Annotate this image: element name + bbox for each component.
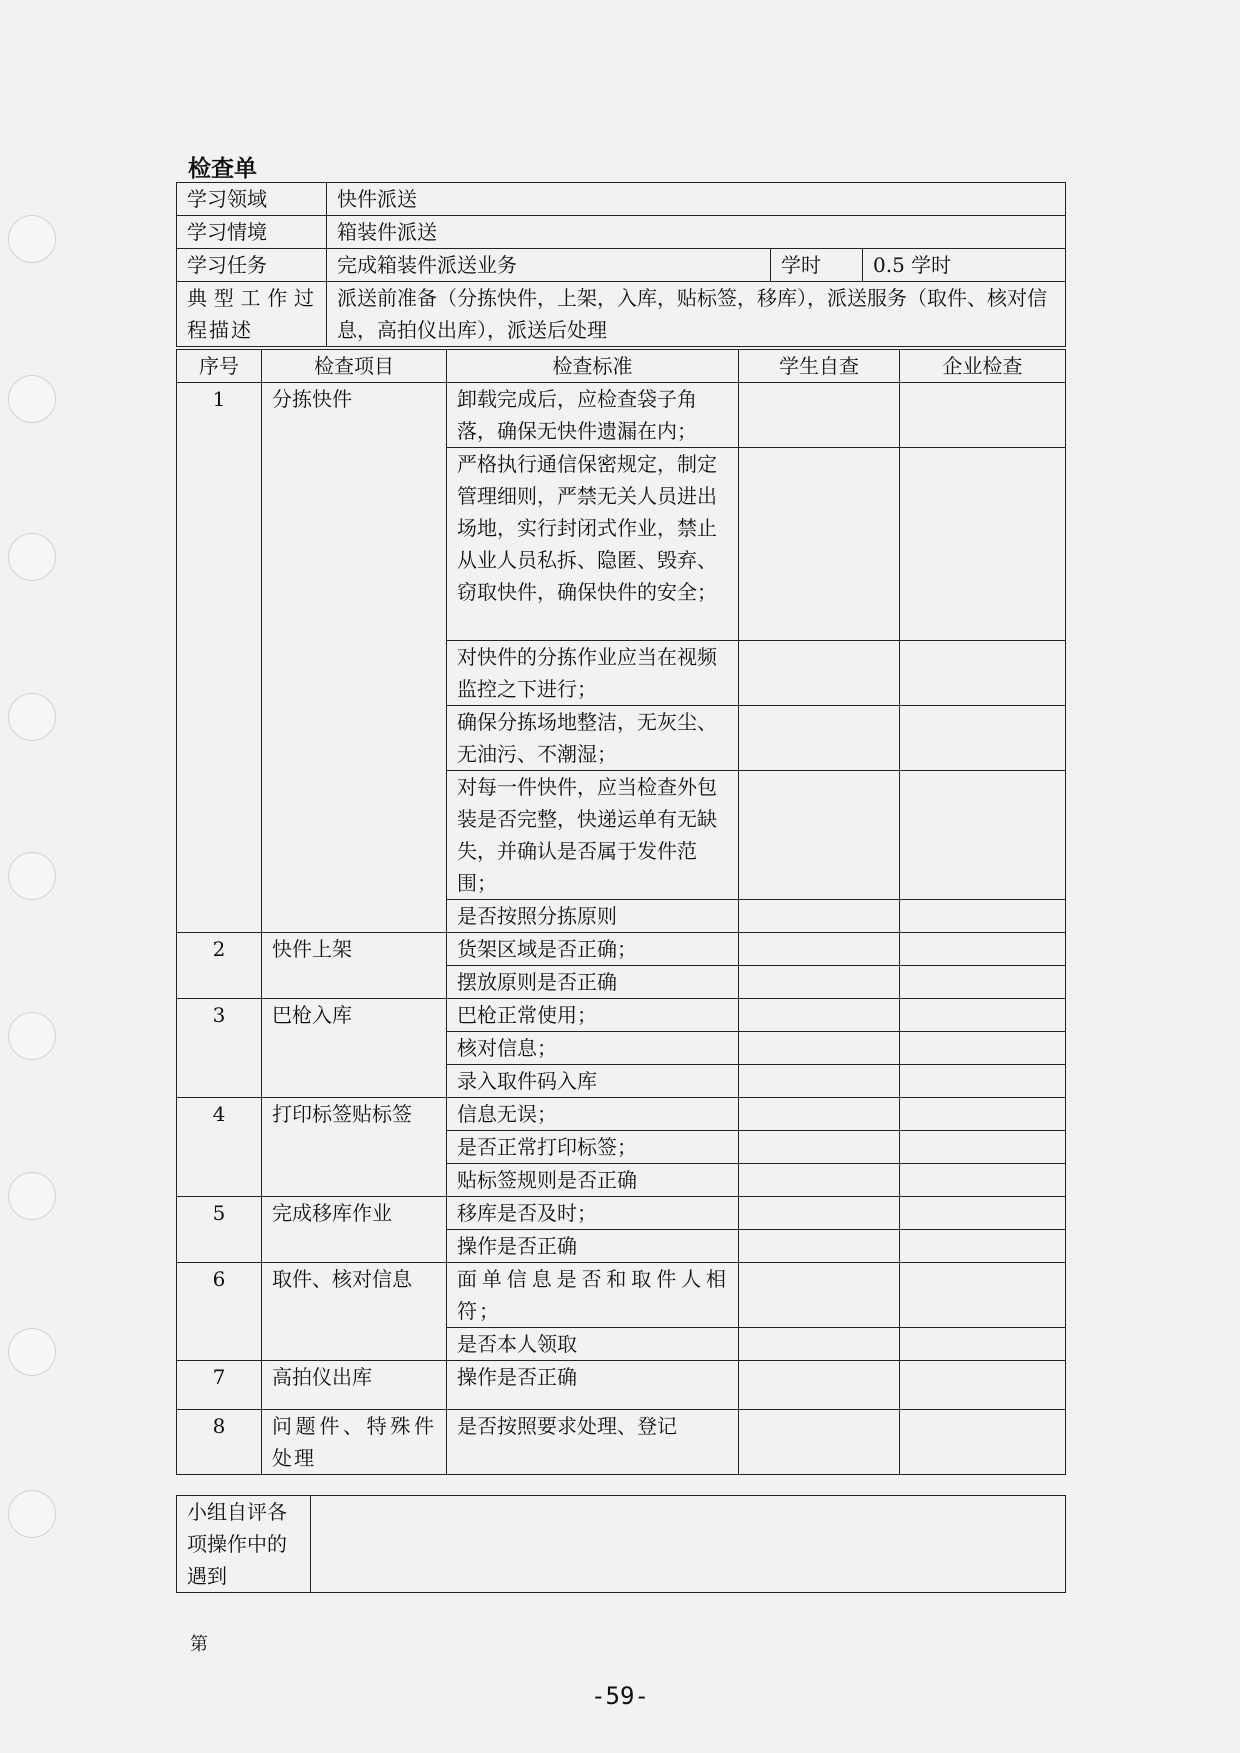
context-label: 学习情境 <box>177 216 327 249</box>
row-number: 4 <box>177 1098 262 1197</box>
table-row <box>177 999 1066 1032</box>
company-check-cell[interactable] <box>900 771 1066 900</box>
row-standard: 卸载完成后，应检查袋子角落，确保无快件遗漏在内； <box>447 383 739 448</box>
domain-label: 学习领域 <box>177 183 327 216</box>
info-row-domain <box>177 183 1066 216</box>
row-standard: 信息无误； <box>447 1098 739 1131</box>
row-item: 问题件、特殊件处理 <box>262 1410 447 1475</box>
self-check-cell[interactable] <box>739 966 900 999</box>
task-value: 完成箱装件派送业务 <box>327 249 771 282</box>
company-check-cell[interactable] <box>900 900 1066 933</box>
row-standard: 巴枪正常使用； <box>447 999 739 1032</box>
row-standard: 面单信息是否和取件人相符； <box>447 1263 739 1328</box>
row-standard: 移库是否及时； <box>447 1197 739 1230</box>
company-check-cell[interactable] <box>900 1328 1066 1361</box>
company-check-cell[interactable] <box>900 1263 1066 1328</box>
company-check-cell[interactable] <box>900 933 1066 966</box>
header-self-check: 学生自查 <box>739 350 900 383</box>
self-check-cell[interactable] <box>739 1098 900 1131</box>
company-check-cell[interactable] <box>900 966 1066 999</box>
company-check-cell[interactable] <box>900 1197 1066 1230</box>
self-check-cell[interactable] <box>739 641 900 706</box>
self-check-cell[interactable] <box>739 706 900 771</box>
table-row <box>177 1263 1066 1328</box>
row-item: 高拍仪出库 <box>262 1361 447 1410</box>
info-row-context <box>177 216 1066 249</box>
info-table <box>176 182 1066 347</box>
company-check-cell[interactable] <box>900 1230 1066 1263</box>
self-check-cell[interactable] <box>739 1230 900 1263</box>
self-check-cell[interactable] <box>739 1131 900 1164</box>
row-standard: 是否按照分拣原则 <box>447 900 739 933</box>
self-check-cell[interactable] <box>739 1263 900 1328</box>
self-check-cell[interactable] <box>739 900 900 933</box>
row-standard: 是否本人领取 <box>447 1328 739 1361</box>
row-number: 3 <box>177 999 262 1098</box>
binder-hole <box>8 375 56 423</box>
group-eval-input[interactable] <box>311 1496 1066 1593</box>
group-eval-row <box>177 1496 1066 1593</box>
self-check-cell[interactable] <box>739 999 900 1032</box>
company-check-cell[interactable] <box>900 1098 1066 1131</box>
row-item: 分拣快件 <box>262 383 447 933</box>
hours-value: 0.5 学时 <box>863 249 1066 282</box>
info-row-task <box>177 249 1066 282</box>
self-check-cell[interactable] <box>739 383 900 448</box>
header-item: 检查项目 <box>262 350 447 383</box>
row-standard: 货架区域是否正确； <box>447 933 739 966</box>
row-item: 巴枪入库 <box>262 999 447 1098</box>
binder-hole <box>8 533 56 581</box>
row-standard: 核对信息； <box>447 1032 739 1065</box>
self-check-cell[interactable] <box>739 1361 900 1410</box>
company-check-cell[interactable] <box>900 1131 1066 1164</box>
row-standard: 确保分拣场地整洁，无灰尘、无油污、不潮湿； <box>447 706 739 771</box>
info-row-process <box>177 282 1066 347</box>
process-label: 典型工作过程描述 <box>177 282 327 347</box>
row-standard: 操作是否正确 <box>447 1361 739 1410</box>
document-title: 检查单 <box>188 156 257 182</box>
row-standard: 对每一件快件，应当检查外包装是否完整，快递运单有无缺失，并确认是否属于发件范围； <box>447 771 739 900</box>
binder-hole <box>8 1328 56 1376</box>
row-standard: 摆放原则是否正确 <box>447 966 739 999</box>
row-item: 快件上架 <box>262 933 447 999</box>
row-number: 8 <box>177 1410 262 1475</box>
self-check-cell[interactable] <box>739 933 900 966</box>
self-check-cell[interactable] <box>739 1197 900 1230</box>
row-standard: 录入取件码入库 <box>447 1065 739 1098</box>
row-standard: 是否正常打印标签； <box>447 1131 739 1164</box>
header-no: 序号 <box>177 350 262 383</box>
row-number: 6 <box>177 1263 262 1361</box>
row-number: 2 <box>177 933 262 999</box>
row-item: 取件、核对信息 <box>262 1263 447 1361</box>
table-row <box>177 1197 1066 1230</box>
company-check-cell[interactable] <box>900 1065 1066 1098</box>
binder-hole <box>8 1012 56 1060</box>
table-row <box>177 1410 1066 1475</box>
self-check-cell[interactable] <box>739 1328 900 1361</box>
row-standard: 操作是否正确 <box>447 1230 739 1263</box>
company-check-cell[interactable] <box>900 706 1066 771</box>
row-number: 1 <box>177 383 262 933</box>
hours-label: 学时 <box>771 249 863 282</box>
header-standard: 检查标准 <box>447 350 739 383</box>
page-number: -59- <box>591 1682 649 1710</box>
row-number: 5 <box>177 1197 262 1263</box>
binder-hole <box>8 1490 56 1538</box>
binder-hole <box>8 1172 56 1220</box>
self-check-cell[interactable] <box>739 1065 900 1098</box>
row-item: 完成移库作业 <box>262 1197 447 1263</box>
group-eval-table <box>176 1495 1066 1593</box>
self-check-cell[interactable] <box>739 1032 900 1065</box>
binder-hole <box>8 215 56 263</box>
row-standard: 是否按照要求处理、登记 <box>447 1410 739 1475</box>
self-check-cell[interactable] <box>739 448 900 641</box>
company-check-cell[interactable] <box>900 1410 1066 1475</box>
context-value: 箱装件派送 <box>327 216 1066 249</box>
footer-note: 第 <box>190 1634 208 1655</box>
row-standard: 对快件的分拣作业应当在视频监控之下进行； <box>447 641 739 706</box>
process-value: 派送前准备（分拣快件，上架，入库，贴标签，移库），派送服务（取件、核对信息，高拍仪出库），派送后处理 <box>327 282 1066 347</box>
domain-value: 快件派送 <box>327 183 1066 216</box>
table-row <box>177 383 1066 448</box>
row-number: 7 <box>177 1361 262 1410</box>
self-check-cell[interactable] <box>739 771 900 900</box>
task-label: 学习任务 <box>177 249 327 282</box>
company-check-cell[interactable] <box>900 641 1066 706</box>
checklist-header <box>177 350 1066 383</box>
company-check-cell[interactable] <box>900 999 1066 1032</box>
table-row <box>177 1361 1066 1410</box>
binder-hole <box>8 693 56 741</box>
binder-hole <box>8 852 56 900</box>
self-check-cell[interactable] <box>739 1164 900 1197</box>
table-row <box>177 1098 1066 1131</box>
row-item: 打印标签贴标签 <box>262 1098 447 1197</box>
company-check-cell[interactable] <box>900 1164 1066 1197</box>
group-eval-label: 小组自评各项操作中的遇到 <box>177 1496 311 1593</box>
company-check-cell[interactable] <box>900 448 1066 641</box>
company-check-cell[interactable] <box>900 1032 1066 1065</box>
company-check-cell[interactable] <box>900 1361 1066 1410</box>
table-row <box>177 933 1066 966</box>
row-standard: 严格执行通信保密规定，制定管理细则，严禁无关人员进出场地，实行封闭式作业，禁止从业人员私拆、隐匿、毁弃、窃取快件，确保快件的安全； <box>447 448 739 641</box>
row-standard: 贴标签规则是否正确 <box>447 1164 739 1197</box>
company-check-cell[interactable] <box>900 383 1066 448</box>
header-company-check: 企业检查 <box>900 350 1066 383</box>
checklist-table <box>176 349 1066 1475</box>
self-check-cell[interactable] <box>739 1410 900 1475</box>
